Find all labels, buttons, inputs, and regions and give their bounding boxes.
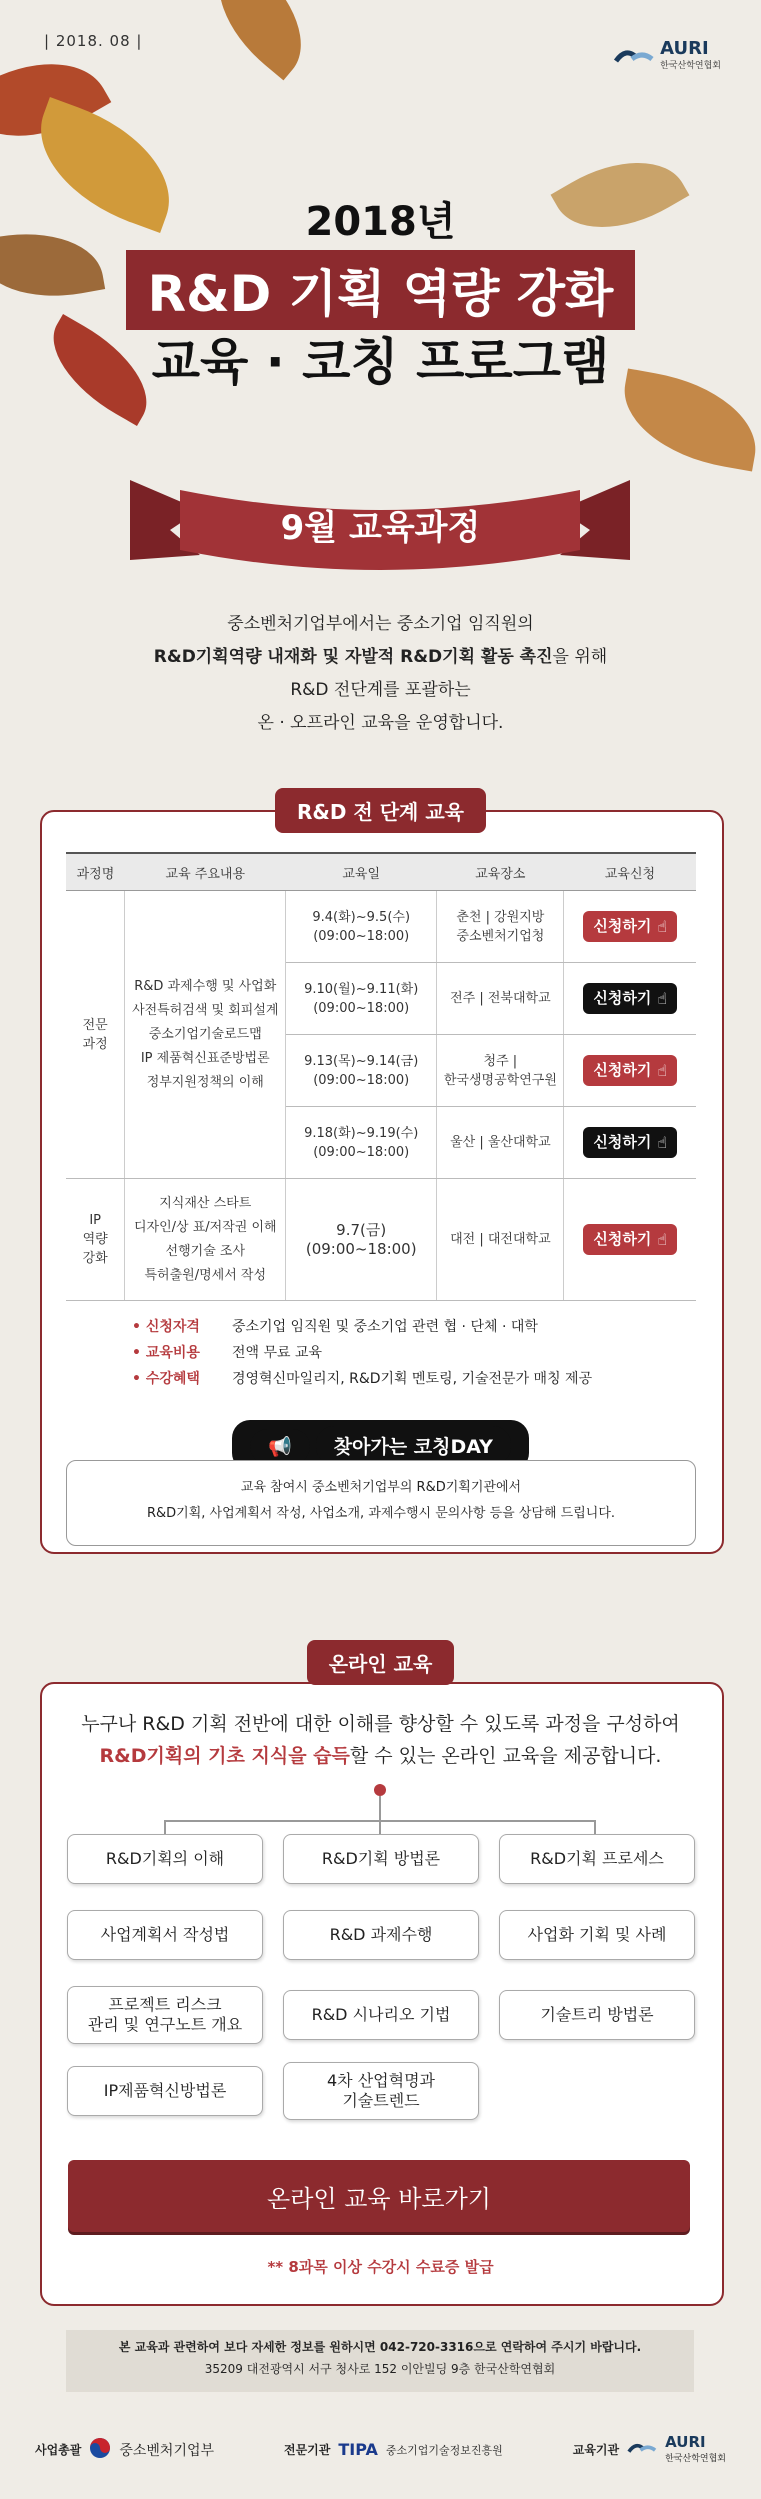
- course-place: 전주 | 전북대학교: [437, 963, 564, 1035]
- course-date: [286, 1035, 437, 1107]
- hand-pointer-icon: ☝: [657, 917, 668, 936]
- coaching-title-text: 찾아가는 코칭DAY: [316, 1426, 511, 1465]
- date-text: 9.7(금): [336, 1220, 387, 1239]
- section-tag-label: 온라인 교육: [307, 1640, 455, 1685]
- contact-line: 본 교육과 관련하여 보다 자세한 정보를 원하시면 042-720-3316으로 연락하여 주시기 바랍니다.: [118, 2340, 642, 2354]
- online-course-item[interactable]: [283, 1910, 479, 1960]
- intro-line: 온 · 오프라인 교육을 운영합니다.: [257, 713, 504, 733]
- leaf-decoration: [192, 0, 329, 80]
- online-education-button[interactable]: 온라인 교육 바로가기: [68, 2160, 690, 2232]
- auri-logo-mark-icon: [627, 2440, 657, 2459]
- course-content: R&D 과제수행 및 사업화 사전특허검색 및 회피설계 중소기업기술로드맵 IP 제품혁신표준방법론 정부지원정책의 이해: [125, 891, 286, 1179]
- apply-button[interactable]: [583, 983, 677, 1014]
- course-place: 춘천 | 강원지방 중소벤처기업청: [437, 891, 564, 963]
- col-content: 교육 주요내용: [125, 853, 286, 891]
- course-content: 지식재산 스타트 디자인/상 표/저작권 이해 선행기술 조사 특허출원/명세서 작성: [125, 1179, 286, 1301]
- qual-value: 중소기업 임직원 및 중소기업 관련 협 · 단체 · 대학: [232, 1319, 538, 1335]
- course-label: 사업계획서 작성법: [100, 1925, 230, 1944]
- time-text: (09:00~18:00): [305, 1239, 417, 1258]
- intro-line: R&D 전단계를 포괄하는: [290, 680, 471, 700]
- course-label: R&D기획 방법론: [321, 1849, 441, 1868]
- qualification-list: [132, 1314, 592, 1392]
- apply-button[interactable]: [583, 911, 677, 942]
- footer-org: 중소벤처기업부: [119, 2442, 215, 2459]
- intro-highlight: R&D기획역량 내재화 및 자발적 R&D기획 활동 촉진: [153, 647, 553, 667]
- apply-cell: [564, 1107, 696, 1179]
- hand-pointer-icon: ☝: [657, 1133, 668, 1152]
- issue-date: | 2018. 08 |: [44, 32, 143, 50]
- online-course-item[interactable]: [283, 2062, 479, 2120]
- course-label: R&D 시나리오 기법: [311, 2005, 451, 2024]
- online-course-item[interactable]: [283, 1834, 479, 1884]
- auri-logo-mark-icon: [614, 45, 654, 67]
- date-text: 9.4(화)~9.5(수): [312, 909, 411, 925]
- qual-key: • 신청자격: [132, 1319, 200, 1335]
- course-label: R&D기획의 이해: [105, 1849, 225, 1868]
- footer: [0, 2400, 761, 2499]
- table-row: [66, 1179, 696, 1301]
- course-date: [286, 1179, 437, 1301]
- auri-logo: [614, 40, 721, 71]
- intro-suffix: 을 위해: [552, 647, 608, 667]
- title-main-wrap: [0, 250, 761, 330]
- qual-value: 경영혁신마일리지, R&D기획 멘토링, 기술전문가 매칭 제공: [232, 1371, 593, 1387]
- course-label: R&D 과제수행: [329, 1925, 433, 1944]
- col-apply: 교육신청: [564, 853, 696, 891]
- footer-label: 전문기관: [284, 2443, 331, 2457]
- apply-label: 신청하기: [593, 1061, 652, 1079]
- online-course-item[interactable]: [67, 1834, 263, 1884]
- list-item: [132, 1340, 592, 1366]
- course-name: IP 역량 강화: [66, 1179, 125, 1301]
- online-intro: [0, 1708, 761, 1772]
- tree-node-dot: [374, 1784, 386, 1796]
- footer-label: 사업총괄: [34, 2443, 82, 2457]
- col-course: 과정명: [66, 853, 125, 891]
- course-label: IP제품혁신방법론: [103, 2081, 227, 2100]
- online-course-item[interactable]: [499, 1910, 695, 1960]
- online-intro-highlight: R&D기획의 기초 지식을 습득: [99, 1745, 350, 1767]
- online-course-item[interactable]: [67, 2066, 263, 2116]
- apply-button[interactable]: [583, 1055, 677, 1086]
- course-place: 청주 | 한국생명공학연구원: [437, 1035, 564, 1107]
- ribbon-label: 9월 교육과정: [280, 508, 481, 548]
- online-intro-rest: 할 수 있는 온라인 교육을 제공합니다.: [349, 1745, 662, 1767]
- intro-text: [0, 608, 761, 740]
- certificate-note: ** 8과목 이상 수강시 수료증 발급: [267, 2258, 494, 2276]
- logo-text: AURI: [660, 38, 709, 59]
- tree-connector: [379, 1796, 381, 1820]
- course-label: 사업화 기획 및 사례: [527, 1925, 667, 1944]
- apply-button[interactable]: [583, 1224, 677, 1255]
- list-item: [132, 1314, 592, 1340]
- coaching-line: R&D기획, 사업계획서 작성, 사업소개, 과제수행시 문의사항 등을 상담해 드립니다.: [146, 1506, 616, 1521]
- course-label: 기술트리 방법론: [540, 2005, 654, 2024]
- tree-connector: [379, 1820, 381, 1834]
- online-course-item[interactable]: [67, 1986, 263, 2044]
- footer-group-agency: [284, 2440, 503, 2459]
- date-text: 9.18(화)~9.19(수): [304, 1125, 419, 1141]
- taegeuk-logo-icon: [89, 2437, 111, 2462]
- footer-org-sub: 한국산학연협회: [665, 2454, 726, 2464]
- course-place: 대전 | 대전대학교: [437, 1179, 564, 1301]
- time-text: (09:00~18:00): [313, 1072, 410, 1088]
- contact-info: [66, 2330, 694, 2392]
- apply-button[interactable]: [583, 1127, 677, 1158]
- apply-label: 신청하기: [593, 989, 652, 1007]
- online-course-item[interactable]: [283, 1990, 479, 2040]
- table-row: [66, 891, 696, 963]
- hand-pointer-icon: ☝: [657, 1061, 668, 1080]
- title-sub: 교육 · 코칭 프로그램: [151, 333, 610, 391]
- list-item: [132, 1366, 592, 1392]
- course-label: R&D기획 프로세스: [530, 1849, 664, 1868]
- footer-org: AURI: [665, 2433, 706, 2451]
- time-text: (09:00~18:00): [313, 928, 410, 944]
- intro-line: 중소벤처기업부에서는 중소기업 임직원의: [227, 614, 534, 634]
- title-main: R&D 기획 역량 강화: [126, 250, 636, 330]
- course-date: [286, 1107, 437, 1179]
- online-intro-line: 누구나 R&D 기획 전반에 대한 이해를 향상할 수 있도록 과정을 구성하여: [81, 1713, 680, 1735]
- apply-cell: [564, 1035, 696, 1107]
- apply-label: 신청하기: [593, 1133, 652, 1151]
- online-section-tag: [0, 1640, 761, 1685]
- apply-cell: [564, 891, 696, 963]
- footer-org: 중소기업기술정보진흥원: [385, 2443, 503, 2457]
- contact-address: 35209 대전광역시 서구 청사로 152 이안빌딩 9층 한국산학연협회: [204, 2362, 556, 2376]
- apply-cell: [564, 1179, 696, 1301]
- coaching-info-box: [66, 1460, 696, 1546]
- qual-value: 전액 무료 교육: [232, 1345, 323, 1361]
- online-course-item[interactable]: [67, 1910, 263, 1960]
- qual-key: • 수강혜택: [132, 1371, 200, 1387]
- qual-key: • 교육비용: [132, 1345, 200, 1361]
- table-header-row: [66, 853, 696, 891]
- hand-pointer-icon: ☝: [657, 1230, 668, 1249]
- course-name: 전문 과정: [66, 891, 125, 1179]
- tree-connector: [594, 1820, 596, 1834]
- hand-pointer-icon: ☝: [657, 989, 668, 1008]
- time-text: (09:00~18:00): [313, 1000, 410, 1016]
- apply-label: 신청하기: [593, 917, 652, 935]
- footer-label: 교육기관: [572, 2443, 620, 2457]
- section-tag-label: R&D 전 단계 교육: [275, 788, 486, 833]
- course-date: [286, 891, 437, 963]
- apply-cell: [564, 963, 696, 1035]
- megaphone-icon: 📢: [250, 1429, 310, 1464]
- col-place: 교육장소: [437, 853, 564, 891]
- online-course-item[interactable]: [499, 1990, 695, 2040]
- logo-subtext: 한국산학연협회: [660, 61, 721, 71]
- footer-group-institute: [573, 2435, 726, 2464]
- online-intro-line: [0, 1740, 761, 1772]
- date-text: 9.13(목)~9.14(금): [304, 1053, 419, 1069]
- course-label: 프로젝트 리스크 관리 및 연구노트 개요: [87, 1995, 243, 2034]
- course-label: 4차 산업혁명과 기술트렌드: [326, 2071, 435, 2110]
- tree-connector: [164, 1820, 166, 1834]
- coaching-line: 교육 참여시 중소벤처기업부의 R&D기획기관에서: [240, 1480, 522, 1495]
- offline-section-tag: [0, 788, 761, 833]
- col-date: 교육일: [286, 853, 437, 891]
- course-date: [286, 963, 437, 1035]
- intro-line: [0, 641, 761, 674]
- tipa-logo: TIPA: [338, 2440, 378, 2459]
- footer-group-sponsor: [35, 2437, 214, 2462]
- online-course-item[interactable]: [499, 1834, 695, 1884]
- course-place: 울산 | 울산대학교: [437, 1107, 564, 1179]
- date-text: 9.10(월)~9.11(화): [304, 981, 419, 997]
- schedule-table: [66, 852, 696, 1301]
- time-text: (09:00~18:00): [313, 1144, 410, 1160]
- apply-label: 신청하기: [593, 1230, 652, 1248]
- title-year: 2018년: [305, 199, 456, 245]
